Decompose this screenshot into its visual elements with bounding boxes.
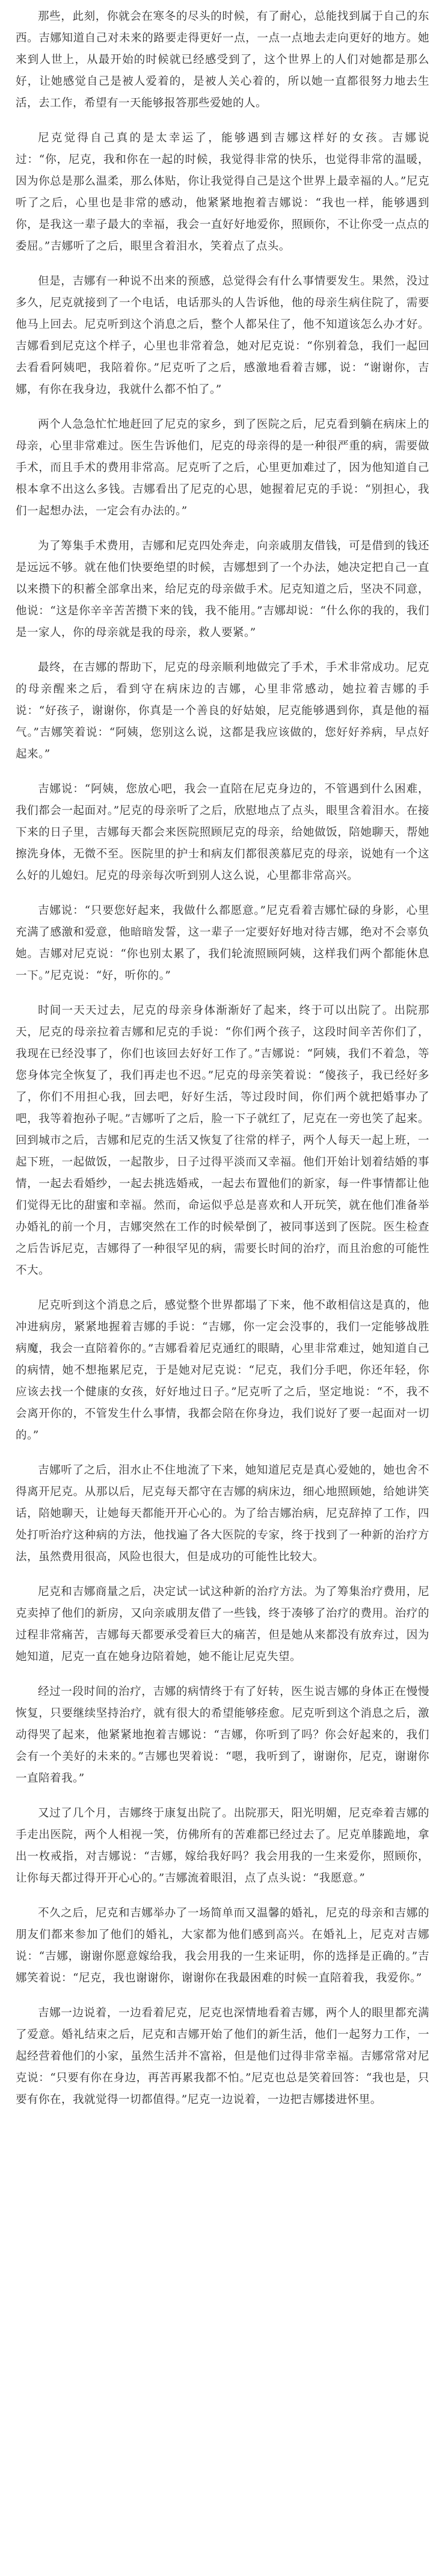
paragraph: 吉娜听了之后，泪水止不住地流了下来，她知道尼克是真心爱她的，她也舍不得离开尼克。从那以后，尼克每天都守在吉娜的病床边，细心地照顾她，给她讲笑话，陪她聊天，让她每天都能开开心心的。为了给吉娜治病，尼克辞掉了工作，四处打听治疗这种病的方法，他找遍了各大医院的专家，终于找到了一种新的治疗方法，虽然费用很高，风险也很大，但是成功的可能性比较大。 — [16, 1464, 429, 1563]
paragraph: 时间一天天过去，尼克的母亲身体渐渐好了起来，终于可以出院了。出院那天，尼克的母亲拉着吉娜和尼克的手说：“你们两个孩子，这段时间辛苦你们了，我现在已经没事了，你们也该回去好好工作了。”吉娜说：“阿姨，我们不着急，等您身体完全恢复了，我们再走也不迟。”尼克的母亲笑着说：“傻孩子，我已经好多了，你们不用担心我，回去吧，好好生活，等过段时间，你们两个就把婚事办了吧，我等着抱孙子呢。”吉娜听了之后，脸一下子就红了，尼克在一旁也笑了起来。回到城市之后，吉娜和尼克的生活又恢复了往常的样子，两个人每天一起上班，一起下班，一起做饭，一起散步，日子过得平淡而又幸福。他们开始计划着结婚的事情，一起去看婚纱，一起去挑选婚戒，一起去布置他们的新家，每一件事情都让他们觉得无比的甜蜜和幸福。然而，命运似乎总是喜欢和人开玩笑，就在他们准备举办婚礼的前一个月，吉娜突然在工作的时候晕倒了，被同事送到了医院。医生检查之后告诉尼克，吉娜得了一种很罕见的病，需要长时间的治疗，而且治愈的可能性不大。 — [16, 1004, 429, 1277]
paragraph: 又过了几个月，吉娜终于康复出院了。出院那天，阳光明媚，尼克牵着吉娜的手走出医院，两个人相视一笑，仿佛所有的苦难都已经过去了。尼克单膝跪地，拿出一枚戒指，对吉娜说：“吉娜，嫁给我好吗？我会用我的一生来爱你，照顾你，让你每天都过得开开心心的。”吉娜流着眼泪，点了点头说：“我愿意。” — [16, 1807, 429, 1885]
paragraph: 为了筹集手术费用，吉娜和尼克四处奔走，向亲戚朋友借钱，可是借到的钱还是远远不够。就在他们快要绝望的时候，吉娜想到了一个办法，她决定把自己一直以来攒下的积蓄全部拿出来，给尼克的母亲做手术。尼克知道之后，坚决不同意，他说：“这是你辛辛苦苦攒下来的钱，我不能用。”吉娜却说：“什么你的我的，我们是一家人，你的母亲就是我的母亲，救人要紧。” — [16, 540, 429, 639]
paragraph: 两个人急急忙忙地赶回了尼克的家乡，到了医院之后，尼克看到躺在病床上的母亲，心里非常难过。医生告诉他们，尼克的母亲得的是一种很严重的病，需要做手术，而且手术的费用非常高。尼克听了之后，心里更加难过了，因为他知道自己根本拿不出这么多钱。吉娜看出了尼克的心思，她握着尼克的手说：“别担心，我们一起想办法，一定会有办法的。” — [16, 418, 429, 517]
paragraph: 吉娜一边说着，一边看着尼克，尼克也深情地看着吉娜，两个人的眼里都充满了爱意。婚礼结束之后，尼克和吉娜开始了他们的新生活，他们一起努力工作，一起经营着他们的小家，虽然生活并不富裕，但是他们过得非常幸福。吉娜常常对尼克说：“只要有你在身边，再苦再累我都不怕。”尼克也总是笑着回答：“我也是，只要有你在，我就觉得一切都值得。”尼克一边说着，一边把吉娜搂进怀里。 — [16, 2007, 429, 2106]
paragraph: 尼克和吉娜商量之后，决定试一试这种新的治疗方法。为了筹集治疗费用，尼克卖掉了他们的新房，又向亲戚朋友借了一些钱，终于凑够了治疗的费用。治疗的过程非常痛苦，吉娜每天都要承受着巨大的痛苦，但是她从来都没有放弃过，因为她知道，尼克一直在她身边陪着她，她不能让尼克失望。 — [16, 1586, 429, 1663]
paragraph: 最终，在吉娜的帮助下，尼克的母亲顺利地做完了手术，手术非常成功。尼克的母亲醒来之后，看到守在病床边的吉娜，心里非常感动，她拉着吉娜的手说：“好孩子，谢谢你，你真是一个善良的好姑娘，尼克能够遇到你，真是他的福气。”吉娜笑着说：“阿姨，您别这么说，这都是我应该做的，您好好养病，早点好起来。” — [16, 661, 429, 761]
paragraph: 那些，此刻，你就会在寒冬的尽头的时候，有了耐心，总能找到属于自己的东西。吉娜知道自己对未来的路要走得更好一点，一点一点地去走向更好的地方。她来到人世上，从最开始的时候就已经感受到了，这个世界上的人们对她都是那么好，让她感觉自己是被人爱着的，是被人关心着的，所以她一直都很努力地去生活，去工作，希望有一天能够报答那些爱她的人。 — [16, 10, 429, 110]
paragraph: 经过一段时间的治疗，吉娜的病情终于有了好转，医生说吉娜的身体正在慢慢恢复，只要继续坚持治疗，就有很大的希望能够痊愈。尼克听到这个消息之后，激动得哭了起来，他紧紧地抱着吉娜说：“吉娜，你听到了吗？你会好起来的，我们会有一个美好的未来的。”吉娜也哭着说：“嗯，我听到了，谢谢你，尼克，谢谢你一直陪着我。” — [16, 1685, 429, 1785]
paragraph: 不久之后，尼克和吉娜举办了一场简单而又温馨的婚礼，尼克的母亲和吉娜的朋友们都来参加了他们的婚礼，大家都为他们感到高兴。在婚礼上，尼克对吉娜说：“吉娜，谢谢你愿意嫁给我，我会用我的一生来证明，你的选择是正确的。”吉娜笑着说：“尼克，我也谢谢你，谢谢你在我最困难的时候一直陪着我，我爱你。” — [16, 1907, 429, 1985]
paragraph: 吉娜说：“只要您好起来，我做什么都愿意。”尼克看着吉娜忙碌的身影，心里充满了感激和爱意，他暗暗发誓，这一辈子一定要好好地对待吉娜，绝对不会辜负她。吉娜对尼克说：“你也别太累了，我们轮流照顾阿姨，这样我们两个都能休息一下。”尼克说：“好，听你的。” — [16, 904, 429, 982]
paragraph: 尼克觉得自己真的是太幸运了，能够遇到吉娜这样好的女孩。吉娜说过：“你，尼克，我和你在一起的时候，我觉得非常的快乐，也觉得非常的温暖，因为你总是那么温柔，那么体贴，你让我觉得自己是这个世界上最幸福的人。”尼克听了之后，心里也是非常的感动，他紧紧地抱着吉娜说：“我也一样，能够遇到你，是我这一辈子最大的幸福，我会一直好好地爱你，照顾你，不让你受一点点的委屈。”吉娜听了之后，眼里含着泪水，笑着点了点头。 — [16, 132, 429, 253]
paragraph: 但是，吉娜有一种说不出来的预感，总觉得会有什么事情要发生。果然，没过多久，尼克就接到了一个电话，电话那头的人告诉他，他的母亲生病住院了，需要他马上回去。尼克听到这个消息之后，整个人都呆住了，他不知道该怎么办才好。吉娜看到尼克这个样子，心里也非常着急，她对尼克说：“你别着急，我们一起回去看看阿姨吧，我陪着你。”尼克听了之后，感激地看着吉娜，说：“谢谢你，吉娜，有你在我身边，我就什么都不怕了。” — [16, 275, 429, 396]
paragraph: 吉娜说：“阿姨，您放心吧，我会一直陪在尼克身边的，不管遇到什么困难，我们都会一起面对。”尼克的母亲听了之后，欣慰地点了点头，眼里含着泪水。在接下来的日子里，吉娜每天都会来医院照顾尼克的母亲，给她做饭，陪她聊天，帮她擦洗身体，无微不至。医院里的护士和病友们都很羡慕尼克的母亲，说她有一个这么好的儿媳妇。尼克的母亲每次听到别人这么说，心里都非常高兴。 — [16, 783, 429, 882]
paragraph: 尼克听到这个消息之后，感觉整个世界都塌了下来，他不敢相信这是真的，他冲进病房，紧紧地握着吉娜的手说：“吉娜，你一定会没事的，我们一定能够战胜病魔，我会一直陪着你的。”吉娜看着尼克通红的眼睛，心里非常难过，她知道自己的病情，她不想拖累尼克，于是她对尼克说：“尼克，我们分手吧，你还年轻，你应该去找一个健康的女孩，好好地过日子。”尼克听了之后，坚定地说：“不，我不会离开你的，不管发生什么事情，我都会陪在你身边，我们说好了要一起面对一切的。” — [16, 1299, 429, 1442]
